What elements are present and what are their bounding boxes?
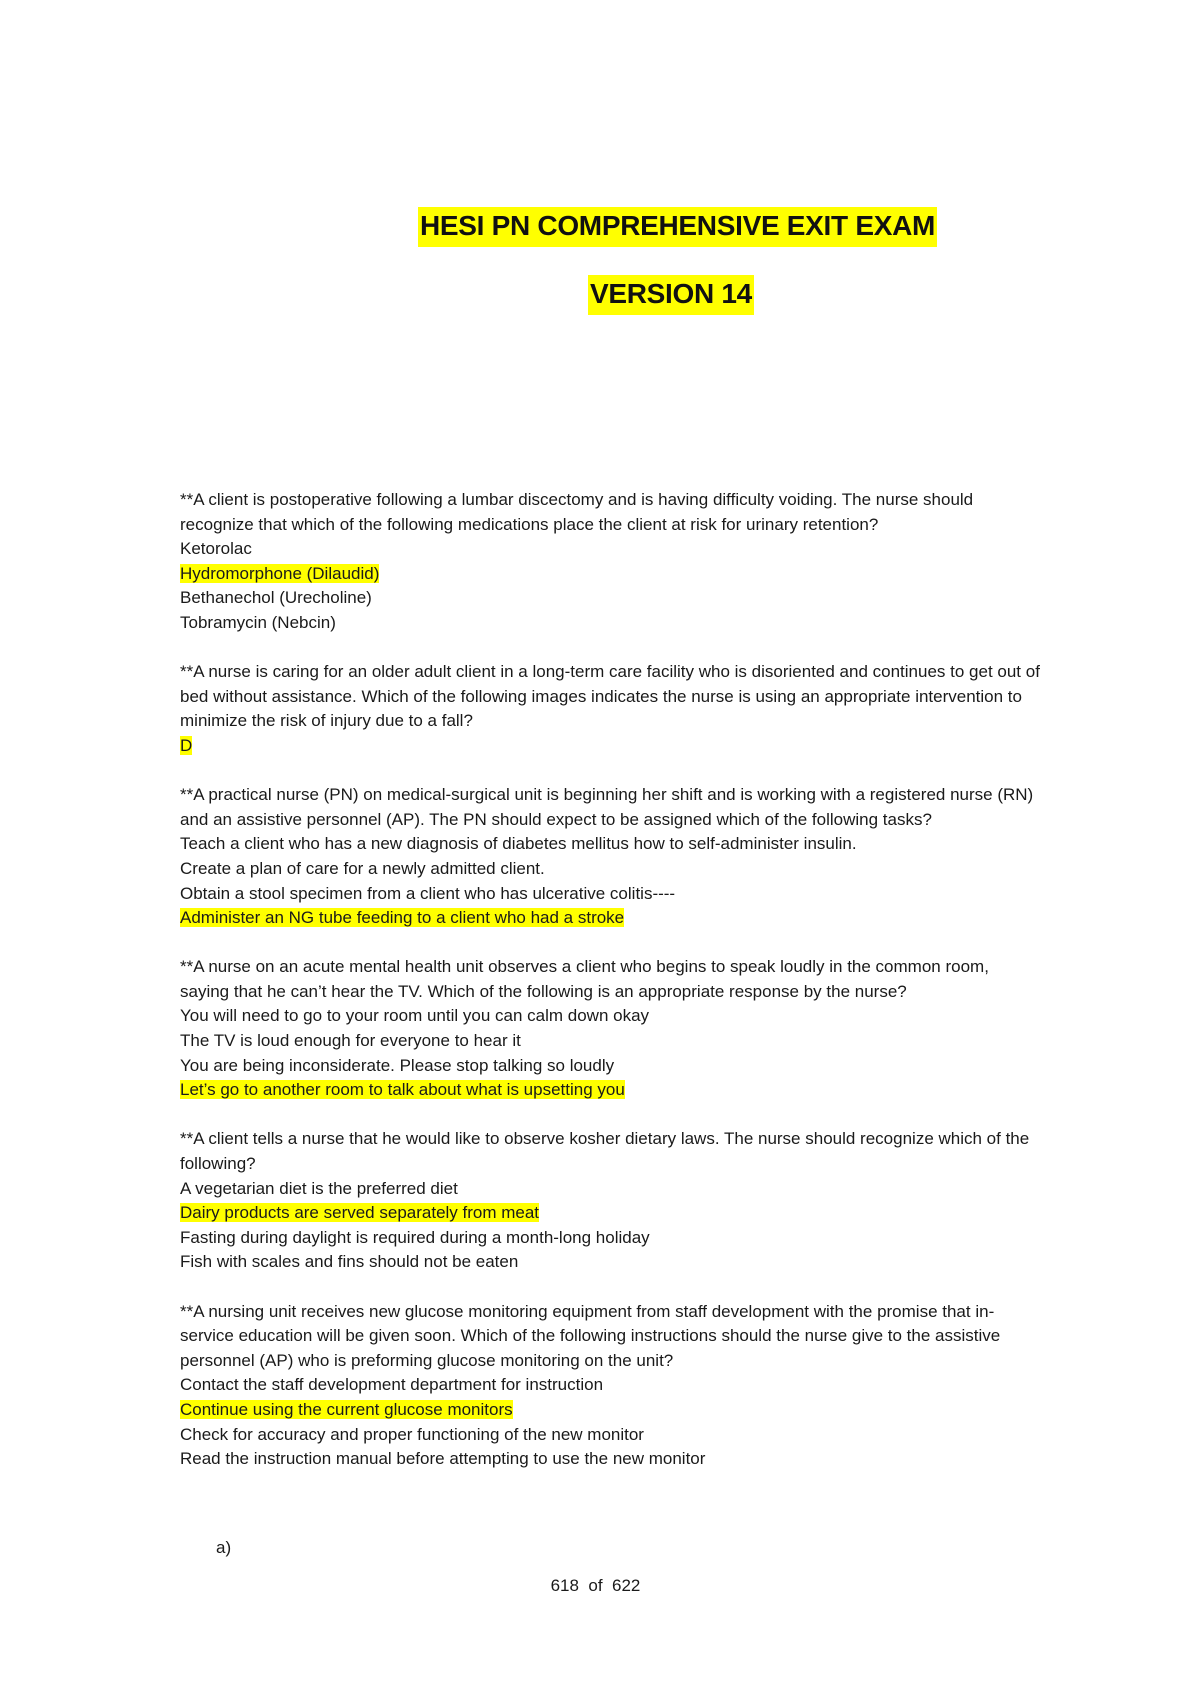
correct-answer-option: Continue using the current glucose monitors bbox=[180, 1399, 513, 1419]
answer-option: Teach a client who has a new diagnosis of diabetes mellitus how to self-administer insulin. bbox=[180, 834, 857, 854]
question-text: **A nurse is caring for an older adult client in a long-term care facility who is disoriented and continues to get out of bed without assistance. Which of the following images indicates the nurse is using an appropriate intervention to minimize the risk of injury due to a fall? bbox=[180, 662, 1040, 731]
question-text: **A client is postoperative following a lumbar discectomy and is having difficulty voiding. The nurse should recognize that which of the following medications place the client at risk for urinary retention? bbox=[180, 490, 974, 534]
answer-option: Check for accuracy and proper functioning of the new monitor bbox=[180, 1424, 644, 1444]
question-text: **A nursing unit receives new glucose monitoring equipment from staff development with the promise that in-service education will be given soon. Which of the following instructions should the nurse give to the assistive personnel (AP) who is preforming glucose monitoring on the unit? bbox=[180, 1301, 1001, 1370]
question-text: **A client tells a nurse that he would like to observe kosher dietary laws. The nurse should recognize which of the following? bbox=[180, 1129, 1030, 1174]
question-item bbox=[180, 1127, 1040, 1275]
correct-answer-option: Hydromorphone (Dilaudid) bbox=[180, 563, 380, 583]
answer-option: Obtain a stool specimen from a client who has ulcerative colitis---- bbox=[180, 883, 676, 903]
question-text: **A nurse on an acute mental health unit observes a client who begins to speak loudly in the common room, saying that he can’t hear the TV. Which of the following is an appropriate response by the nurse? bbox=[180, 957, 989, 1001]
page-number: 618 of 622 bbox=[550, 1576, 641, 1595]
question-item bbox=[180, 488, 1040, 636]
question-text: **A practical nurse (PN) on medical-surgical unit is beginning her shift and is working with a registered nurse (RN) and an assistive personnel (AP). The PN should expect to be assigned which of the following tasks? bbox=[180, 785, 1034, 829]
version-label: VERSION 14 bbox=[588, 275, 754, 315]
answer-option: The TV is loud enough for everyone to hear it bbox=[180, 1031, 521, 1051]
question-item bbox=[180, 1300, 1040, 1472]
question-item bbox=[180, 660, 1040, 758]
answer-option: Ketorolac bbox=[180, 539, 252, 559]
answer-option: A vegetarian diet is the preferred diet bbox=[180, 1178, 458, 1198]
correct-answer-option: D bbox=[180, 735, 193, 755]
answer-option: Fasting during daylight is required during a month-long holiday bbox=[180, 1227, 650, 1247]
answer-option: Tobramycin (Nebcin) bbox=[180, 612, 336, 632]
answer-option: Create a plan of care for a newly admitted client. bbox=[180, 858, 545, 878]
answer-option: Contact the staff development department for instruction bbox=[180, 1375, 604, 1395]
answer-option: Fish with scales and fins should not be eaten bbox=[180, 1252, 519, 1272]
answer-option: You are being inconsiderate. Please stop talking so loudly bbox=[180, 1055, 615, 1075]
page-title: HESI PN COMPREHENSIVE EXIT EXAM bbox=[418, 207, 937, 247]
list-marker: a) bbox=[216, 1538, 232, 1557]
answer-option: You will need to go to your room until you can calm down okay bbox=[180, 1006, 650, 1026]
question-item bbox=[180, 955, 1040, 1103]
question-list bbox=[180, 488, 1040, 1496]
question-item bbox=[180, 783, 1040, 931]
correct-answer-option: Let’s go to another room to talk about what is upsetting you bbox=[180, 1080, 625, 1100]
answer-option: Read the instruction manual before attempting to use the new monitor bbox=[180, 1449, 706, 1469]
correct-answer-option: Dairy products are served separately from meat bbox=[180, 1203, 540, 1223]
answer-option: Bethanechol (Urecholine) bbox=[180, 588, 372, 608]
correct-answer-option: Administer an NG tube feeding to a client who had a stroke bbox=[180, 908, 625, 928]
